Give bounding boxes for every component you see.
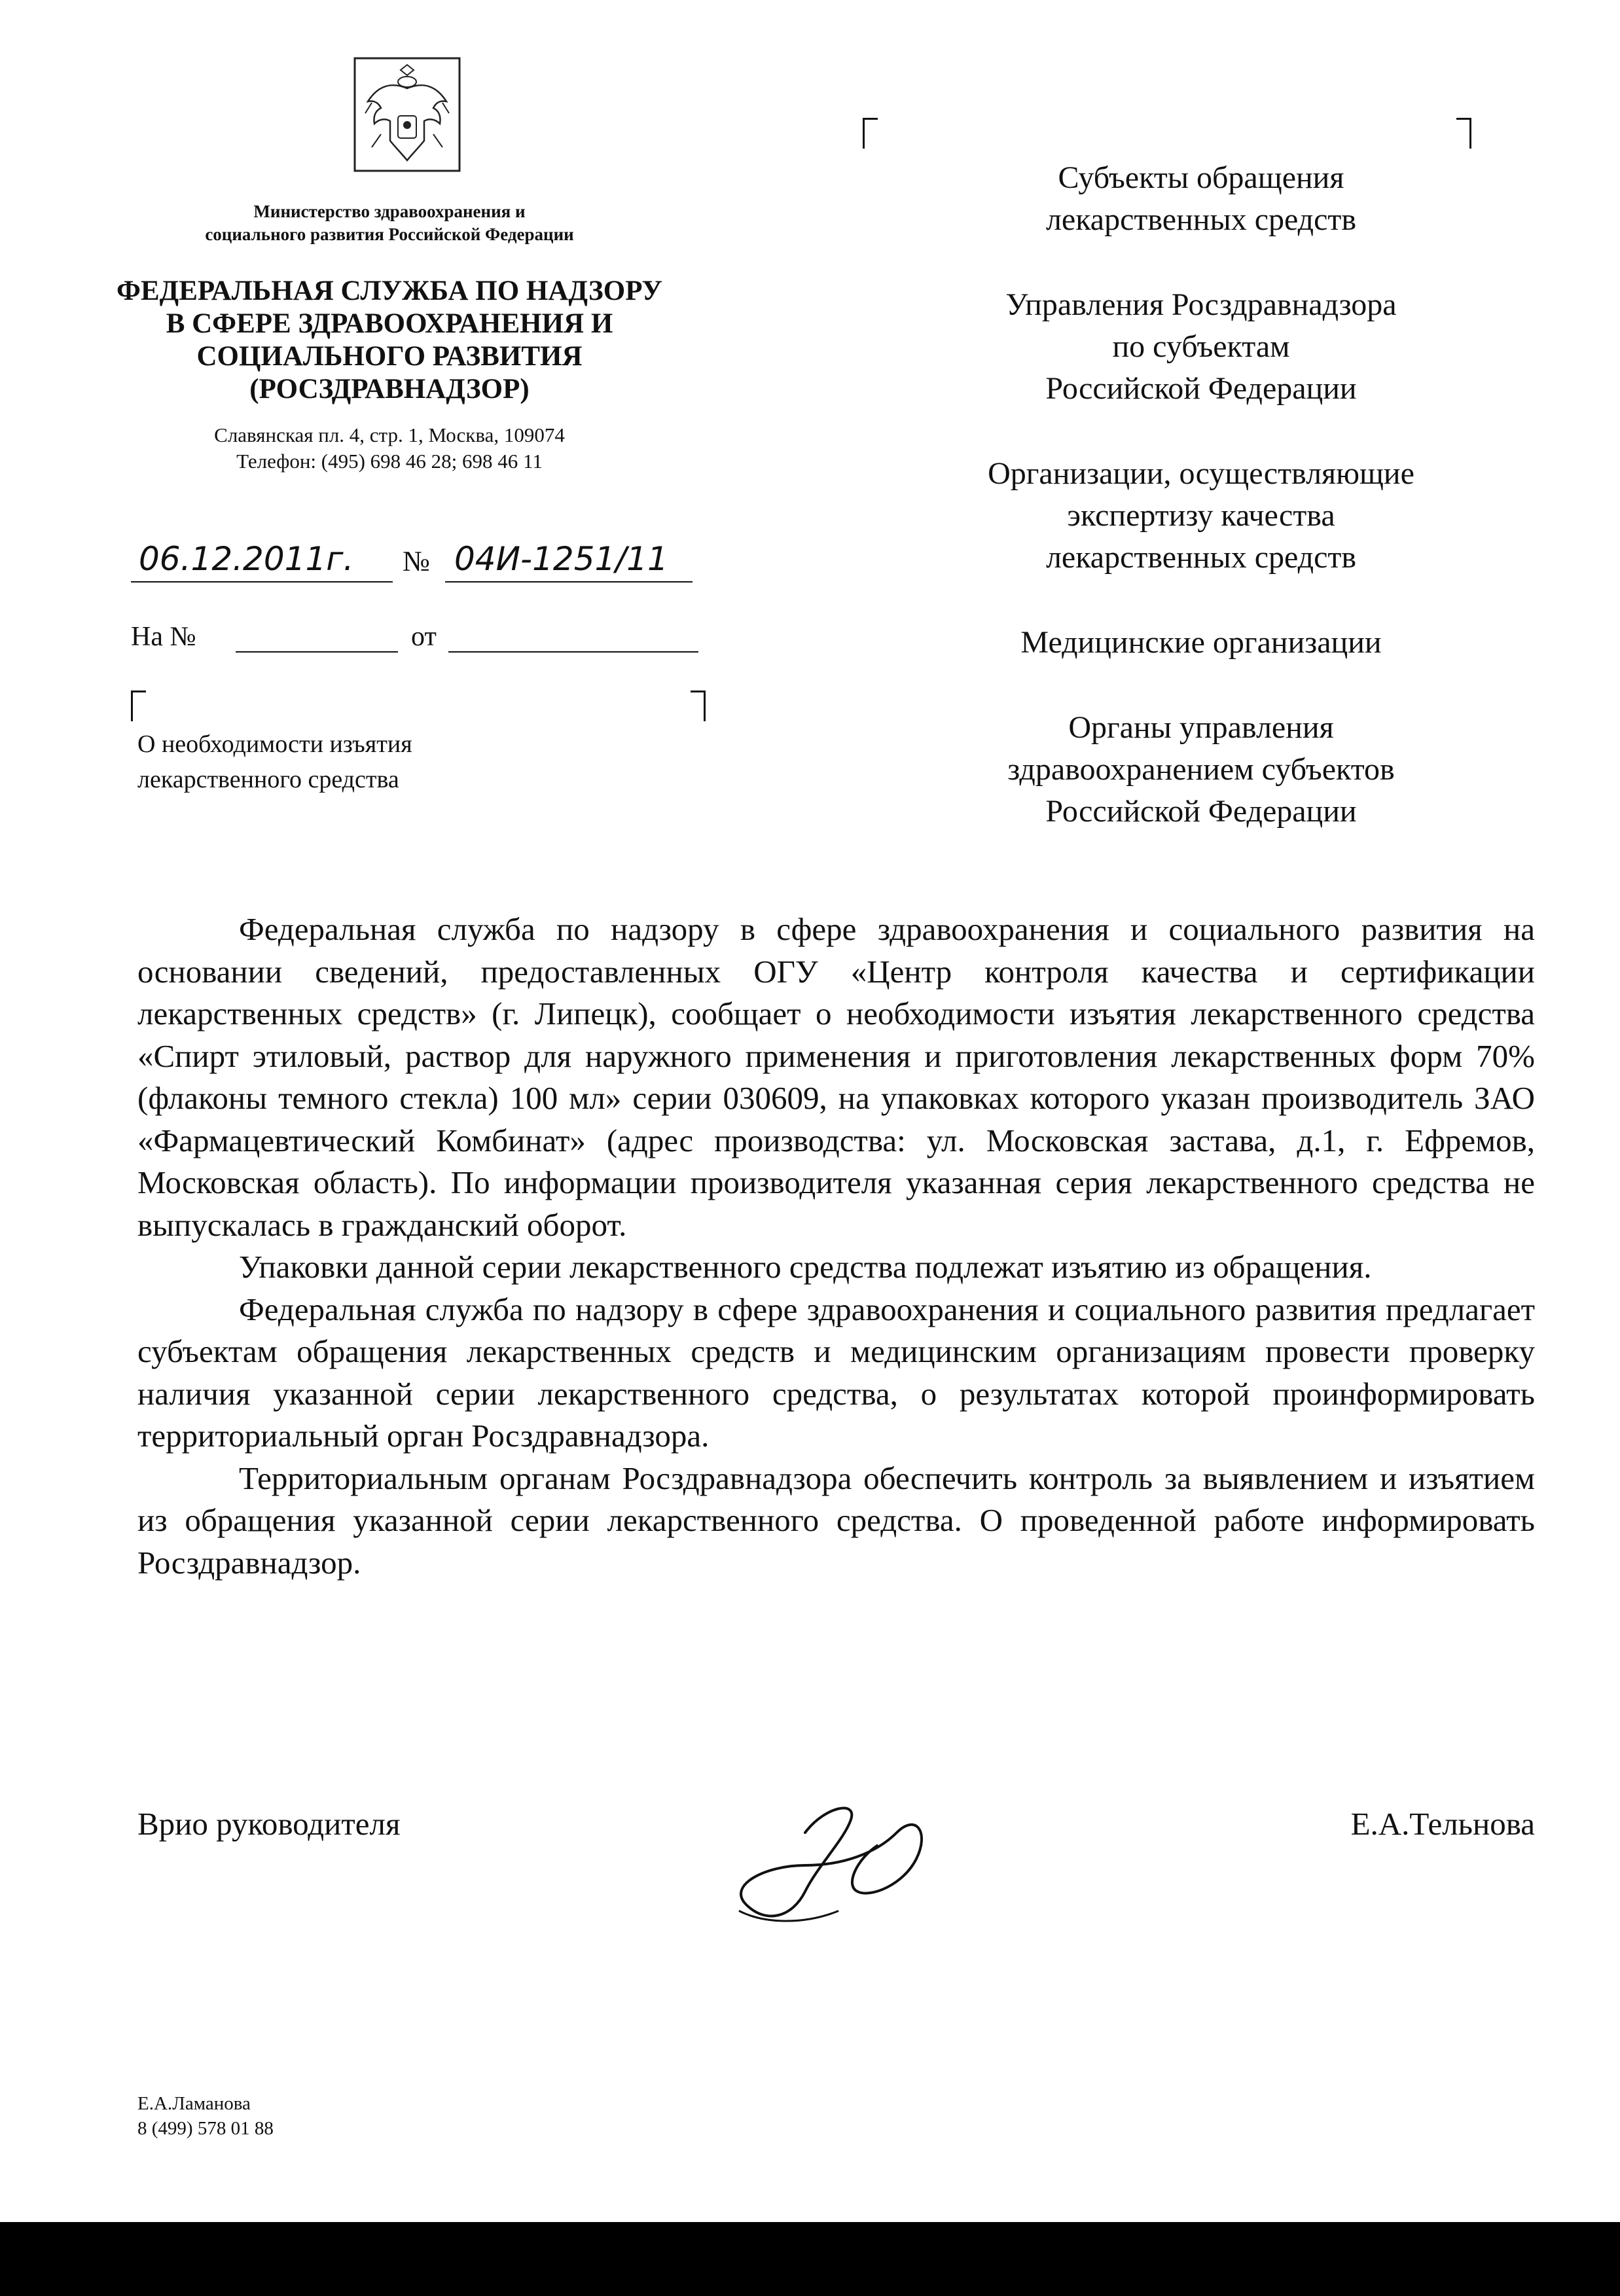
agency-line-4: (РОСЗДРАВНАДЗОР) — [249, 374, 530, 404]
reference-from-label: от — [411, 622, 437, 652]
recipient-bracket-right — [1456, 118, 1471, 149]
coat-of-arms-icon — [352, 56, 462, 173]
registration-date: 06.12.2011г. — [131, 537, 393, 583]
reference-number-field — [236, 619, 398, 653]
agency-name — [79, 275, 700, 406]
recipient-line: Организации, осуществляющие — [988, 456, 1414, 491]
recipient-line: Органы управления — [1068, 710, 1334, 745]
signatory-name: Е.А.Тельнова — [1350, 1806, 1535, 1842]
registration-number: 04И-1251/11 — [445, 537, 693, 583]
agency-line-2: В СФЕРЕ ЗДРАВООХРАНЕНИЯ И — [166, 308, 613, 339]
recipient-line: Российской Федерации — [1045, 371, 1357, 406]
recipient-item — [890, 157, 1512, 241]
reference-row — [131, 619, 700, 658]
registration-row — [131, 537, 700, 589]
letter-subject — [137, 726, 596, 797]
ministry-name — [118, 200, 661, 246]
recipients-list — [890, 157, 1512, 876]
signatory-position: Врио руководителя — [137, 1806, 401, 1842]
body-paragraph-3: Федеральная служба по надзору в сфере здравоохранения и социального развития предлагает субъектам обращения лекарственных средств и медицинским организациям провести проверку наличия указанной серии лекарственного средства, о результатах которой проинформировать территориальный орган Росздравнадзора. — [137, 1291, 1535, 1454]
subject-bracket-left — [131, 691, 146, 721]
address-line-2: Телефон: (495) 698 46 28; 698 46 11 — [236, 450, 543, 473]
registration-number-label: № — [403, 545, 430, 577]
agency-line-1: ФЕДЕРАЛЬНАЯ СЛУЖБА ПО НАДЗОРУ — [117, 276, 662, 306]
recipient-line: экспертизу качества — [1067, 498, 1335, 533]
recipient-line: лекарственных средств — [1045, 540, 1357, 575]
agency-line-3: СОЦИАЛЬНОГО РАЗВИТИЯ — [196, 341, 583, 372]
recipient-line: Субъекты обращения — [1058, 160, 1344, 195]
recipient-line: Управления Росздравнадзора — [1005, 287, 1397, 322]
subject-line-2: лекарственного средства — [137, 766, 399, 793]
ministry-line-1: Министерство здравоохранения и — [253, 202, 526, 221]
recipient-bracket-left — [863, 118, 878, 149]
executor-phone: 8 (499) 578 01 88 — [137, 2118, 274, 2139]
recipient-line: по субъектам — [1112, 329, 1290, 364]
handwritten-signature — [727, 1793, 936, 1944]
address-line-1: Славянская пл. 4, стр. 1, Москва, 109074 — [214, 423, 565, 446]
scan-border — [0, 2222, 1620, 2296]
reference-number-label: На № — [131, 622, 196, 652]
recipient-line: лекарственных средств — [1045, 202, 1357, 237]
agency-address — [118, 422, 661, 475]
subject-bracket-right — [691, 691, 706, 721]
ministry-line-2: социального развития Российской Федерации — [205, 224, 574, 244]
body-paragraph-1: Федеральная служба по надзору в сфере здравоохранения и социального развития на основании сведений, предоставленных ОГУ «Центр контроля качества и сертификации лекарственных средств» (г. Липецк), сообщает о необходимости изъятия лекарственного средства «Спирт этиловый, раствор для наружного применения и приготовления лекарственных форм 70% (флаконы темного стекла) 100 мл» серии 030609, на упаковках которого указан производитель ЗАО «Фармацевтический Комбинат» (адрес производства: ул. Московская застава, д.1, г. Ефремов, Московская область). По информации производителя указанная серия лекарственного средства не выпускалась в гражданский оборот. — [137, 911, 1535, 1243]
reference-date-field — [448, 619, 698, 653]
letter-body — [137, 908, 1535, 1584]
body-paragraph-2: Упаковки данной серии лекарственного средства подлежат изъятию из обращения. — [239, 1249, 1372, 1285]
recipient-item — [890, 707, 1512, 833]
recipient-item — [890, 622, 1512, 664]
recipient-item — [890, 453, 1512, 579]
body-paragraph-4: Территориальным органам Росздравнадзора обеспечить контроль за выявлением и изъятием из обращения указанной серии лекарственного средства. О проведенной работе информировать Росздравнадзор. — [137, 1460, 1535, 1581]
recipient-line: Медицинские организации — [1020, 625, 1382, 660]
subject-line-1: О необходимости изъятия — [137, 730, 412, 758]
executor-info — [137, 2091, 274, 2141]
recipient-line: Российской Федерации — [1045, 794, 1357, 829]
recipient-line: здравоохранением субъектов — [1007, 752, 1395, 787]
executor-name: Е.А.Ламанова — [137, 2093, 251, 2114]
recipient-item — [890, 284, 1512, 410]
